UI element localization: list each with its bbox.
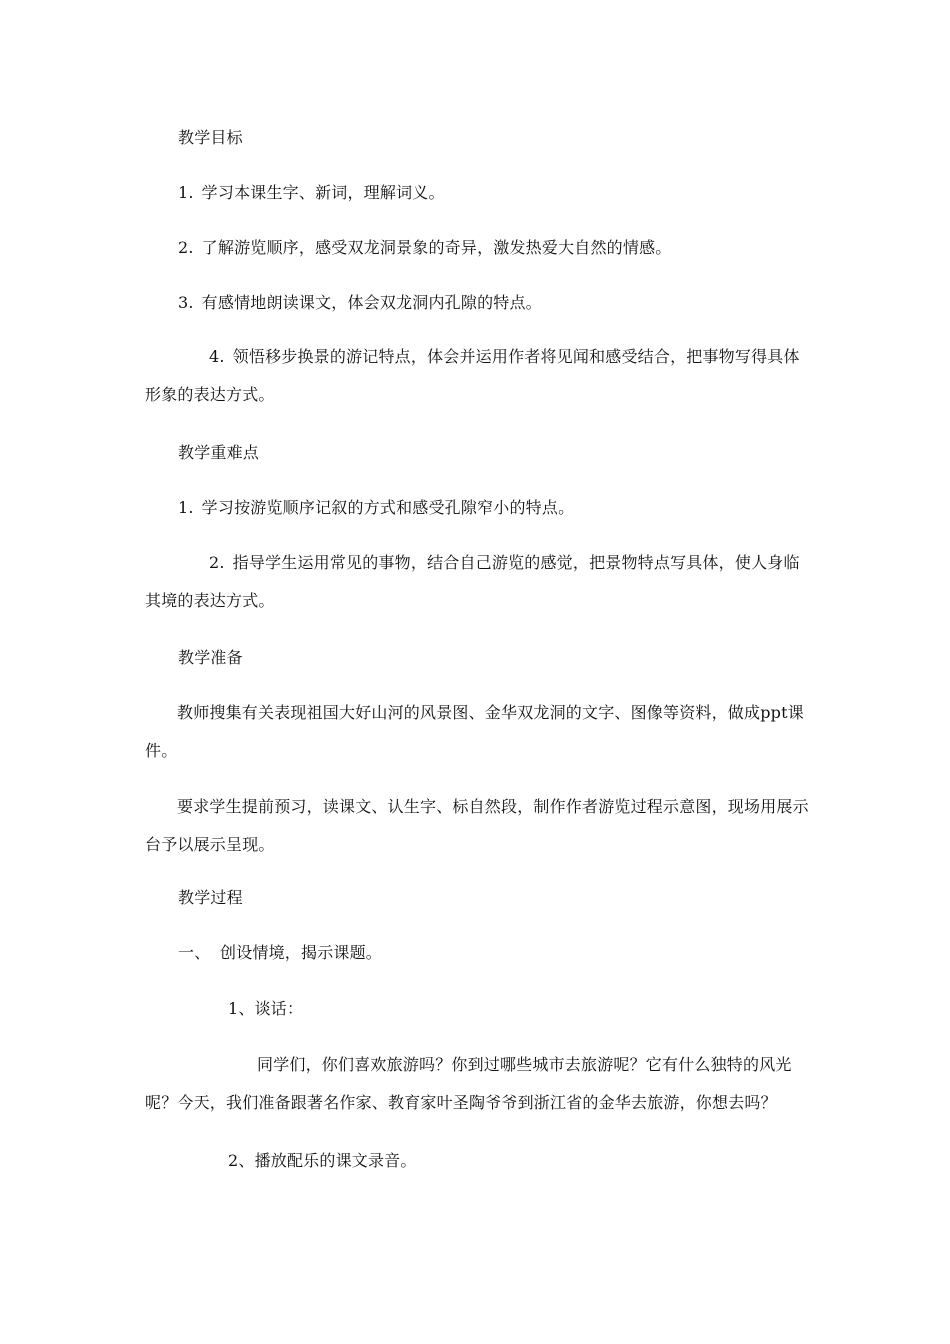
key-point-item-2 <box>145 544 810 620</box>
goal-3-number: 3. <box>178 293 194 312</box>
process-step-1-text: 创设情境，揭示课题。 <box>220 943 383 962</box>
process-talk-paragraph: 同学们，你们喜欢旅游吗？你到过哪些城市去旅游呢？它有什么独特的风光呢？今天，我们准备跟著名作家、教育家叶圣陶爷爷到浙江省的金华去旅游，你想去吗？ <box>145 1055 792 1112</box>
process-step-1 <box>178 943 382 963</box>
preparation-paragraph-1: 教师搜集有关表现祖国大好山河的风景图、金华双龙洞的文字、图像等资料，做成ppt课件。 <box>145 703 804 760</box>
goal-4-text: 领悟移步换景的游记特点，体会并运用作者将见闻和感受结合，把事物写得具体形象的表达方式。 <box>145 347 800 404</box>
goal-item-1 <box>178 183 445 203</box>
key-point-1-number: 1. <box>178 498 194 517</box>
goal-3-text: 有感情地朗读课文，体会双龙洞内孔隙的特点。 <box>201 293 542 312</box>
key-point-1-text: 学习按游览顺序记叙的方式和感受孔隙窄小的特点。 <box>201 498 575 517</box>
key-point-item-1 <box>178 498 574 518</box>
goal-item-2 <box>178 238 671 258</box>
goal-4-number: 4. <box>209 347 225 366</box>
heading-process: 教学过程 <box>178 888 243 907</box>
preparation-paragraph-2: 要求学生提前预习，读课文、认生字、标自然段，制作作者游览过程示意图，现场用展示台予以展示呈现。 <box>145 797 809 854</box>
key-point-2-text: 指导学生运用常见的事物，结合自己游览的感觉，把景物特点写具体，使人身临其境的表达方式。 <box>145 553 800 610</box>
key-point-2-number: 2. <box>209 553 225 572</box>
goal-2-text: 了解游览顺序，感受双龙洞景象的奇异，激发热爱大自然的情感。 <box>201 238 672 257</box>
process-sub-step-2: 2、播放配乐的课文录音。 <box>228 1151 417 1170</box>
goal-item-3 <box>178 293 542 313</box>
process-sub-step-1: 1、谈话： <box>228 999 304 1018</box>
heading-preparation: 教学准备 <box>178 648 243 667</box>
goal-1-text: 学习本课生字、新词，理解词义。 <box>201 183 445 202</box>
goal-2-number: 2. <box>178 238 194 257</box>
goal-1-number: 1. <box>178 183 194 202</box>
goal-item-4 <box>145 338 810 414</box>
heading-key-points: 教学重难点 <box>178 443 260 462</box>
process-step-1-number: 一、 <box>178 943 211 962</box>
heading-teaching-goals: 教学目标 <box>178 128 243 147</box>
